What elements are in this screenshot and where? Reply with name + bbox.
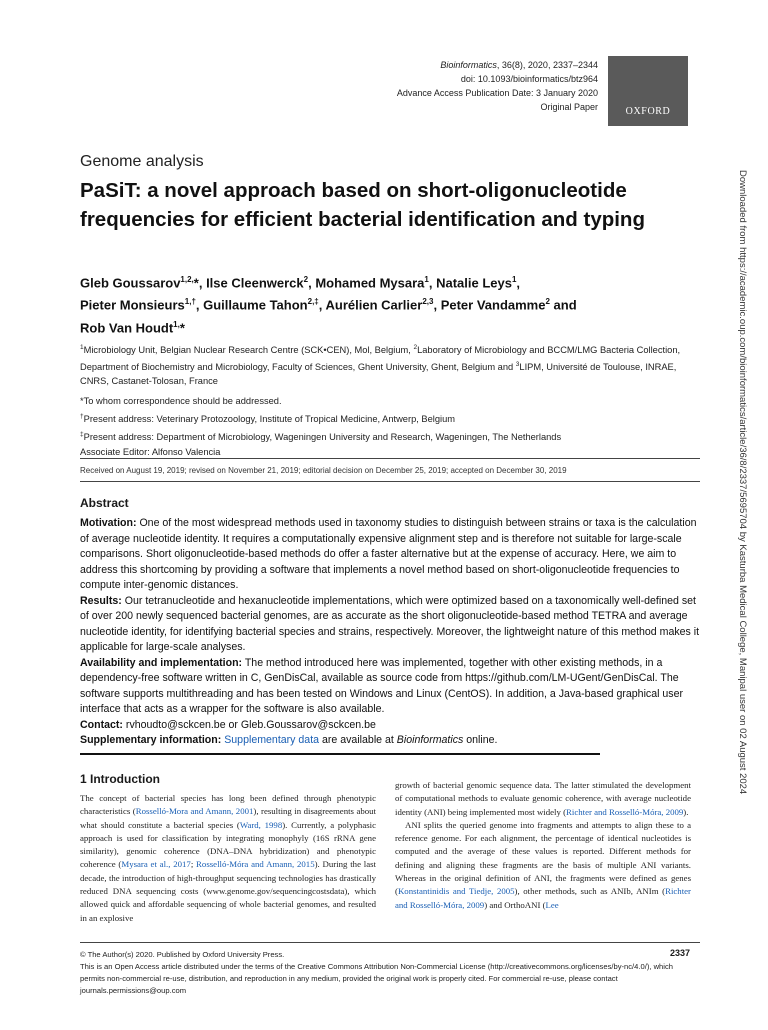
abstract-heading: Abstract	[80, 496, 129, 510]
abstract-contact: Contact: rvhoudto@sckcen.be or Gleb.Goussarov@sckcen.be	[80, 718, 376, 731]
author-name: Ilse Cleenwerck	[206, 275, 304, 291]
author-name: Gleb Goussarov	[80, 275, 181, 291]
paragraph-text: ) and OrthoANI (	[484, 899, 546, 910]
author-affiliation-marker: 2	[545, 297, 550, 307]
citation-link[interactable]: Rosselló-Móra and Amann, 2015	[196, 859, 315, 870]
paragraph-text: ). Currently, a polyphasic approach is used for classification by integrating monophyly (16S rRNA gene similarity), genomic coherence (DNA–DNA hybridization) and phenotypic coherence (	[80, 819, 376, 870]
author-name: Rob Van Houdt	[80, 319, 174, 335]
author-name: Natalie Leys	[436, 275, 512, 291]
author-affiliation-marker: 1	[424, 275, 429, 284]
paragraph-text: ).	[683, 806, 689, 817]
paragraph-text: growth of bacterial genomic sequence data. The latter stimulated the development of computational methods to evaluate genomic coherence, with average nucleotide identity (ANI) being implemented most widely (	[395, 780, 691, 817]
author-affiliation-marker: 1,2,	[180, 275, 194, 284]
doi[interactable]: doi: 10.1093/bioinformatics/btz964	[460, 74, 598, 84]
received-dates: Received on August 19, 2019; revised on November 21, 2019; editorial decision on December 25, 2019; accepted on December 30, 2019	[80, 466, 567, 475]
abstract-supplementary: Supplementary information: Supplementary data are available at Bioinformatics online.	[80, 734, 498, 746]
abstract-end-rule	[80, 753, 600, 755]
abstract-results: Results: Our tetranucleotide and hexanucleotide implementations, which were optimized based on a taxonomically well-defined set of over 200 newly sequenced bacterial genomes, are as accurate as the short oligonucleotide-based method TETRA and average nucleotide identity, for identifying bacterial species and strains, respectively. Moreover, the lightweight nature of this method makes it applicable for large-scale analyses.	[80, 594, 700, 653]
section-heading: Genome analysis	[80, 153, 204, 170]
author-separator: ,	[198, 275, 207, 291]
citation-link[interactable]: Richter and Rosselló-Móra, 2009	[395, 886, 691, 910]
citation-link[interactable]: Richter and Rosselló-Móra, 2009	[566, 806, 684, 817]
copyright: © The Author(s) 2020. Published by Oxford University Press.	[80, 950, 285, 959]
present-address-1: †Present address: Veterinary Protozoology, Institute of Tropical Medicine, Antwerp, Belgium	[80, 413, 456, 425]
oxford-logo-text: OXFORD	[625, 106, 671, 117]
author-name: Guillaume Tahon	[203, 297, 308, 313]
citation-link[interactable]: Ward, 1998	[239, 819, 283, 830]
abstract-availability: Availability and implementation: The method introduced here was implemented, together with other existing methods, in a dependency-free software written in C, GenDisCal, available as source code from https://github.com/LM-UGent/GenDisCal. The software supports multithreading and has been tested on Windows and Linux (CentOS). In addition, a Java-based graphical user interface that acts as a wrapper for the software is also available.	[80, 656, 684, 715]
author-separator: ,	[318, 297, 326, 313]
page-number: 2337	[669, 948, 690, 958]
oxford-logo	[608, 56, 688, 126]
author-affiliation-marker: 1	[511, 275, 517, 284]
paragraph-text: ), other methods, such as ANIb, ANIm (	[514, 886, 666, 897]
author-affiliation-marker: 1,†	[184, 297, 196, 307]
author-affiliation-marker: 2,‡	[307, 297, 319, 307]
author-separator: ,	[516, 275, 521, 291]
paragraph-text: ), resulting in disagreements about what should constitute a bacterial species (	[80, 806, 376, 830]
article-title: PaSiT: a novel approach based on short-oligonucleotide frequencies for efficient bacterial identification and typing	[80, 179, 645, 231]
author-name: Pieter Monsieurs	[80, 297, 185, 313]
paragraph-text: ;	[190, 859, 197, 870]
journal-header	[397, 58, 598, 114]
corresponding-note: *To whom correspondence should be addressed.	[80, 396, 282, 406]
divider	[80, 481, 700, 482]
abstract-motivation: Motivation: One of the most widespread methods used in taxonomy studies to distinguish between strains or taxa is the calculation of average nucleotide identity. It requires a computationally expensive alignment step and is therefore not suitable for large-scale comparisons. Short oligonucleotide-based methods do offer a faster alternative but at the expense of accuracy. Here, we aim to address this shortcoming by providing a software that implements a novel method based on short-oligonucleotide frequencies to compute inter-genomic distances.	[80, 517, 697, 591]
citation-link[interactable]: Lee	[545, 899, 559, 910]
author-name: Aurélien Carlier	[325, 297, 423, 313]
intro-paragraph	[395, 779, 691, 819]
author-affiliation-marker: 2	[303, 275, 309, 284]
footer-divider	[80, 942, 700, 943]
author-separator: ,	[195, 297, 204, 313]
journal-citation: Bioinformatics, 36(8), 2020, 2337–2344	[440, 60, 598, 70]
intro-paragraph	[80, 792, 376, 925]
download-sidebar	[724, 170, 760, 1030]
author-name: Peter Vandamme	[440, 297, 546, 313]
abstract-body	[80, 516, 702, 749]
paragraph-text: The concept of bacterial species has long been defined through phenotypic characteristics (	[80, 793, 376, 817]
author-separator: and	[549, 297, 577, 313]
corresponding-marker: *	[179, 319, 185, 335]
intro-right-column	[395, 779, 691, 912]
citation-link[interactable]: Rosselló-Mora and Amann, 2001	[135, 806, 254, 817]
associate-editor: Associate Editor: Alfonso Valencia	[80, 447, 221, 458]
author-separator: ,	[428, 275, 437, 291]
corresponding-marker: *	[193, 275, 199, 291]
publication-date: Advance Access Publication Date: 3 January 2020	[396, 88, 598, 98]
author-affiliation-marker: 2,3	[422, 297, 434, 307]
paragraph-text: ). During the last decade, the introduction of high-throughput sequencing technologies has drastically reduced DNA sequencing costs (www.genome.gov/sequencingcostsdata), which allowed quick and affordable sequencing of whole bacterial genomes, and resulted in an explosive	[80, 859, 376, 923]
download-note: Downloaded from https://academic.oup.com/bioinformatics/article/36/8/2337/5695704 by Kasturba Medical College, Manipal user on 02 August 2024	[737, 170, 748, 795]
introduction-heading: 1 Introduction	[80, 772, 160, 786]
paragraph-text: ANI splits the queried genome into fragments and attempts to align these to a reference genome. For each alignment, the percentage of identical nucleotides is computed and the average of these values is reported. Different methods for defining and aligning these fragments are the basis of multiple ANI variants. Whereas in the original definition of ANI, the fragments were defined as genes (	[395, 819, 691, 897]
license-footer	[80, 949, 690, 997]
affiliations: $^1$Microbiology Unit, Belgian Nuclear Research Centre (SCK•CEN), Mol, Belgium, $^2$Laboratory of Microbiology and BCCM/LMG Bacteria Collection, Department of Biochemistry and Microbiology, Faculty of Sciences, Ghent University, Ghent, Belgium and $^3$LIPM, Université de Toulouse, INRAE, CNRS, Castanet-Tolosan, France	[80, 344, 681, 387]
license-text: This is an Open Access article distributed under the terms of the Creative Commons Attribution Non-Commercial License (http://creativecommons.org/licenses/by-nc/4.0/), which permits non-commercial re-use, distribution, and reproduction in any medium, provided the original work is properly cited. For commercial re-use, please contact journals.permissions@oup.com	[80, 962, 673, 995]
intro-left-column	[80, 792, 376, 925]
citation-link[interactable]: Mysara et al., 2017	[121, 859, 191, 870]
author-separator: ,	[308, 275, 316, 291]
article-type: Original Paper	[540, 102, 598, 112]
author-affiliation-marker: 1,	[173, 319, 180, 329]
present-address-2: ‡Present address: Department of Microbiology, Wageningen University and Research, Wageningen, The Netherlands	[80, 431, 562, 443]
citation-link[interactable]: Konstantinidis and Tiedje, 2005	[397, 886, 515, 897]
author-list	[80, 270, 700, 337]
divider	[80, 458, 700, 459]
intro-paragraph	[395, 819, 691, 912]
author-name: Mohamed Mysara	[315, 275, 425, 291]
author-separator: ,	[433, 297, 441, 313]
supplementary-data-link[interactable]: Supplementary data	[224, 734, 320, 746]
author-notes	[80, 394, 700, 460]
